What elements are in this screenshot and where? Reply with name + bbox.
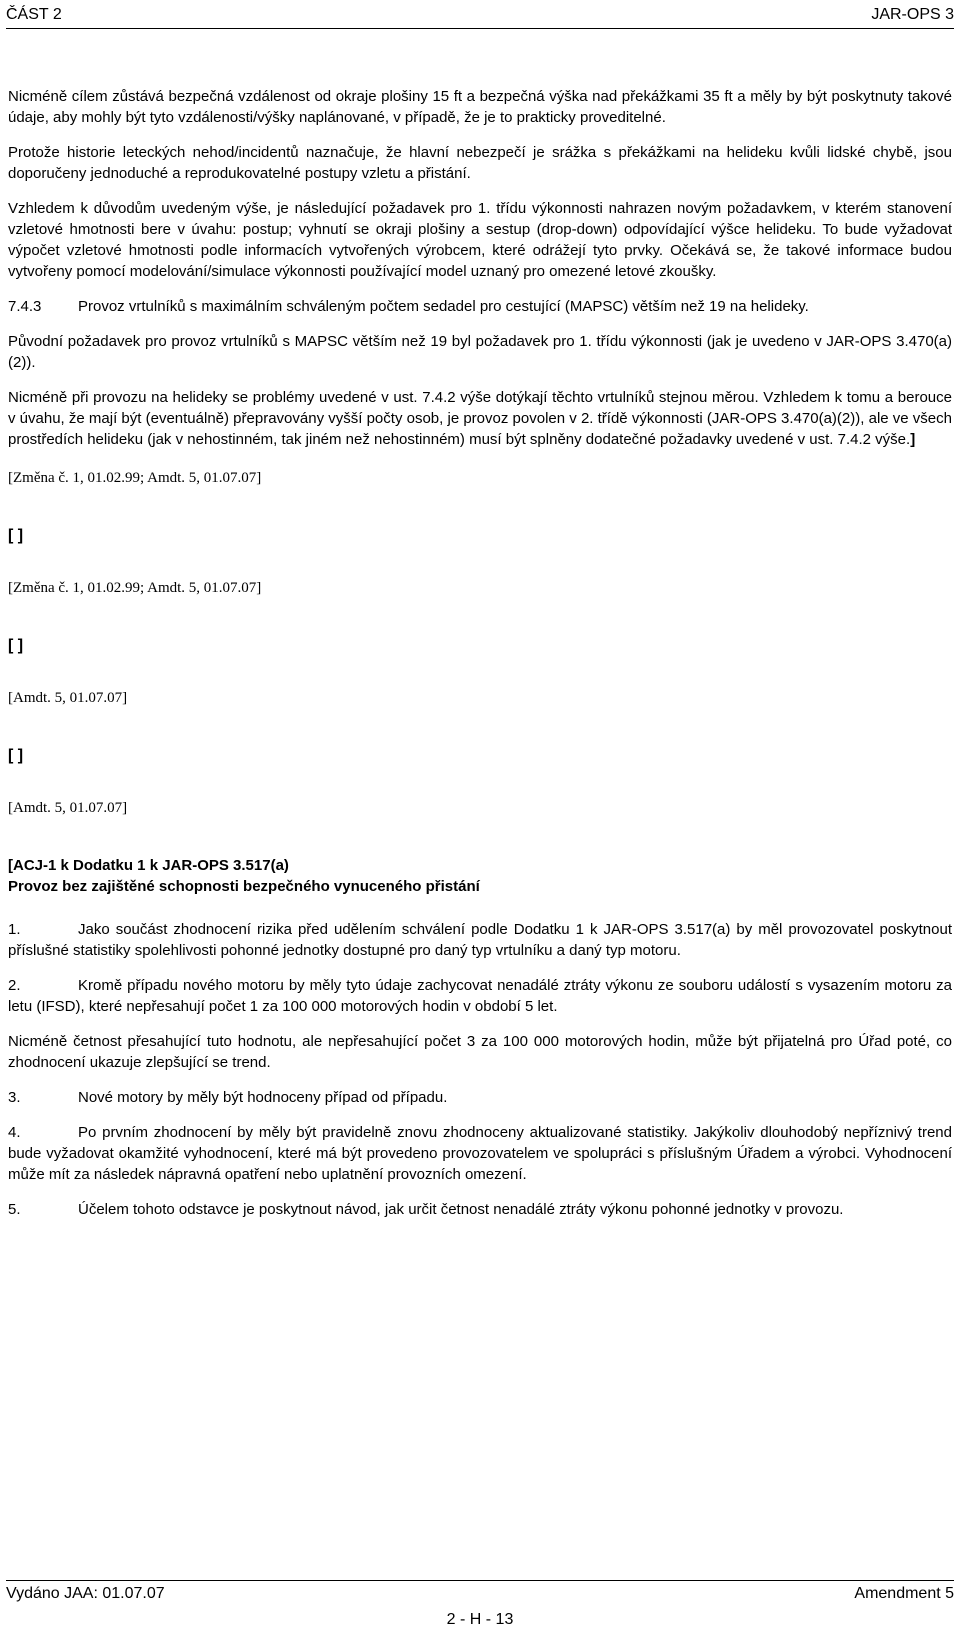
acj-item xyxy=(8,1199,952,1220)
header-part: ČÁST 2 xyxy=(6,6,62,23)
paragraph: Nicméně cílem zůstává bezpečná vzdálenost od okraje plošiny 15 ft a bezpečná výška nad překážkami 35 ft a měly by být poskytnuty takové údaje, aby mohly být tyto vzdálenosti/výšky naplánované, v případě, že je to prakticky proveditelné. xyxy=(8,88,952,126)
paragraph xyxy=(8,387,952,450)
amendment-note: [Amdt. 5, 01.07.07] xyxy=(8,800,128,816)
header-code: JAR-OPS 3 xyxy=(871,6,954,23)
amendment-note: [Změna č. 1, 01.02.99; Amdt. 5, 01.07.07] xyxy=(8,470,262,486)
deleted-marker: [ ] xyxy=(8,747,24,764)
item-number: 1. xyxy=(8,921,21,938)
acj-title xyxy=(8,855,952,897)
deleted-marker: [ ] xyxy=(8,527,24,544)
item-text: Účelem tohoto odstavce je poskytnout návod, jak určit četnost nenadálé ztráty výkonu pohonné jednotky v provozu. xyxy=(78,1201,844,1218)
section-text: Provoz vrtulníků s maximálním schváleným počtem sedadel pro cestující (MAPSC) větším než 19 na helideky. xyxy=(78,298,809,315)
amendment-note: [Amdt. 5, 01.07.07] xyxy=(8,690,128,706)
closing-bracket: ] xyxy=(910,431,916,448)
footer-row xyxy=(6,1581,954,1605)
acj-item xyxy=(8,975,952,1017)
section-7-4-3 xyxy=(8,296,952,317)
item-text: Jako součást zhodnocení rizika před udělením schválení podle Dodatku 1 k JAR-OPS 3.517(a) by měl provozovatel poskytnout příslušné statistiky spolehlivosti pohonné jednotky dostupné pro daný typ vrtulníku a daný typ motoru. xyxy=(8,921,952,959)
acj-title-line1: [ACJ-1 k Dodatku 1 k JAR-OPS 3.517(a) xyxy=(8,857,289,874)
acj-item xyxy=(8,1031,952,1073)
acj-item xyxy=(8,1087,952,1108)
paragraph: Původní požadavek pro provoz vrtulníků s MAPSC větším než 19 byl požadavek pro 1. třídu výkonnosti (jak je uvedeno v JAR-OPS 3.470(a)(2)). xyxy=(8,333,952,371)
item-number: 2. xyxy=(8,977,21,994)
page-footer xyxy=(6,1580,954,1631)
section-number: 7.4.3 xyxy=(8,298,42,315)
issue-date: Vydáno JAA: 01.07.07 xyxy=(6,1585,165,1602)
paragraph: Protože historie leteckých nehod/incidentů naznačuje, že hlavní nebezpečí je srážka s překážkami na helideku kvůli lidské chybě, jsou doporučeny jednoduché a reprodukovatelné postupy vzletu a přistání. xyxy=(8,144,952,182)
page-header xyxy=(6,2,954,29)
amendment-label: Amendment 5 xyxy=(854,1585,954,1602)
item-text: Kromě případu nového motoru by měly tyto údaje zachycovat nenadálé ztráty výkonu ze souboru událostí s vysazením motoru za letu (IFSD), které nepřesahují počet 1 za 100 000 motorových hodin v období 5 let. xyxy=(8,977,952,1015)
item-text: Po prvním zhodnocení by měly být pravidelně znovu zhodnoceny aktualizované statistiky. Jakýkoliv dlouhodobý nepříznivý trend bude vyžadovat okamžité vyhodnocení, které má být provedeno provozovatelem ve spolupráci s příslušným Úřadem a výrobci. Vyhodnocení může mít za následek nápravná opatření nebo uplatnění provozních omezení. xyxy=(8,1124,952,1183)
acj-item xyxy=(8,919,952,961)
item-number: 5. xyxy=(8,1201,21,1218)
page-number: 2 - H - 13 xyxy=(446,1611,514,1628)
amendment-note: [Změna č. 1, 01.02.99; Amdt. 5, 01.07.07] xyxy=(8,580,262,596)
item-text: Nicméně četnost přesahující tuto hodnotu, ale nepřesahující počet 3 za 100 000 motorových hodin, může být přijatelná pro Úřad poté, co zhodnocení ukazuje zlepšující se trend. xyxy=(8,1033,952,1071)
item-text: Nové motory by měly být hodnoceny případ od případu. xyxy=(78,1089,448,1106)
acj-title-line2: Provoz bez zajištěné schopnosti bezpečného vynuceného přistání xyxy=(8,878,480,895)
deleted-marker: [ ] xyxy=(8,637,24,654)
page-content xyxy=(8,86,952,1234)
item-number: 4. xyxy=(8,1124,21,1141)
acj-item xyxy=(8,1122,952,1185)
item-number: 3. xyxy=(8,1089,21,1106)
paragraph: Vzhledem k důvodům uvedeným výše, je následující požadavek pro 1. třídu výkonnosti nahrazen novým požadavkem, v kterém stanovení vzletové hmotnosti bere v úvahu: postup; vyhnutí se okraji plošiny a sestup (drop-down) odpovídající výšce helideku. To bude vyžadovat výpočet vzletové hmotnosti podle informacích vytvořených výrobcem, které odrážejí tyto prvky. Očekává se, že takové informace budou vytvořeny pomocí modelování/simulace výkonnosti používající model uznaný pro omezené letové zkoušky. xyxy=(8,200,952,280)
paragraph-text: Nicméně při provozu na helideky se problémy uvedené v ust. 7.4.2 výše dotýkají těchto vrtulníků stejnou měrou. Vzhledem k tomu a berouce v úvahu, že mají být (eventuálně) přepravovány vyšší počty osob, je provoz povolen v 2. třídě výkonnosti (JAR-OPS 3.470(a)(2)), ale ve všech prostředích helideku (jak v nehostinném, tak jiném než nehostinném) musí být splněny dodatečné požadavky uvedené v ust. 7.4.2 výše. xyxy=(8,389,952,448)
